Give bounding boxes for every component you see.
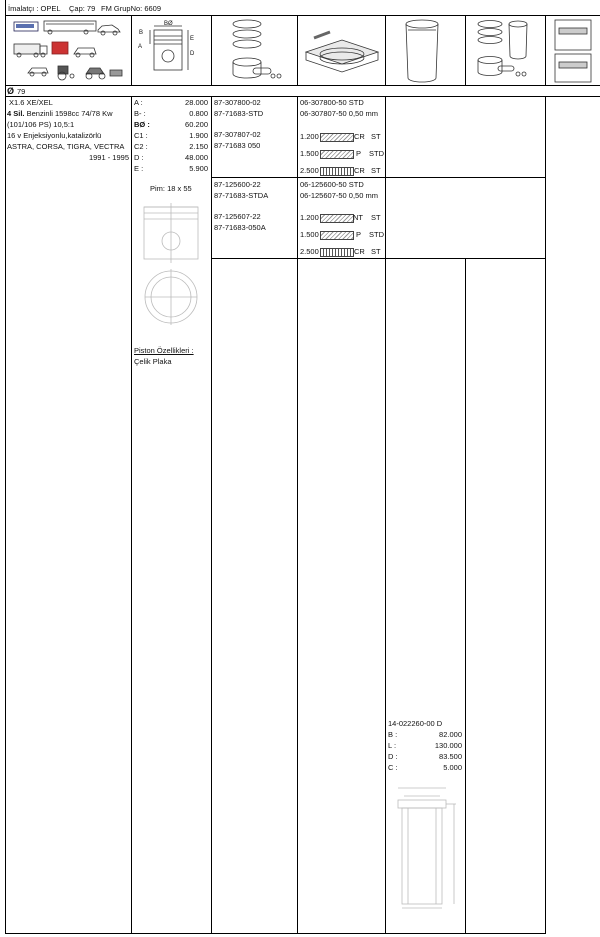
dim-value: 2.150 <box>189 142 208 151</box>
ring-finish: ST <box>371 247 381 256</box>
ring-size: 1.500 <box>300 230 319 239</box>
cylinder-liner-icon <box>398 18 450 84</box>
dim-label: C2 : <box>134 142 148 151</box>
group-separator <box>211 258 546 259</box>
dim-value: 1.900 <box>189 131 208 140</box>
dim-label: D : <box>134 153 144 162</box>
engine-models: ASTRA, CORSA, TIGRA, VECTRA <box>7 142 125 151</box>
vehicle-types-icon <box>10 18 128 82</box>
manufacturer-label: İmalatçı : OPEL <box>8 4 61 13</box>
icon-row-divider <box>5 85 600 86</box>
svg-text:A: A <box>138 44 143 50</box>
svg-text:E: E <box>190 36 195 42</box>
ring-size: 1.200 <box>300 132 319 141</box>
kit-cross-section-icon <box>553 18 597 84</box>
body-col-line <box>465 258 466 934</box>
piston-liner-kit-icon <box>472 18 542 84</box>
dim-label: BØ : <box>134 120 150 129</box>
body-col-line <box>297 96 298 934</box>
piston-dimensions-icon <box>138 20 206 82</box>
engine-spec: Benzinli 1598cc 74/78 Kw <box>24 109 113 118</box>
bottom-border <box>5 933 545 934</box>
svg-text:D: D <box>190 51 195 57</box>
body-col-line <box>385 96 386 934</box>
liner-dim-value: 130.000 <box>434 741 462 750</box>
liner-code: 14-022260-00 D <box>388 719 443 728</box>
group-number-label: FM GrupNo: 6609 <box>101 4 162 13</box>
ring-type: P <box>356 149 362 158</box>
engine-years: 1991 - 1995 <box>88 153 129 162</box>
ring-finish: STD <box>369 149 384 158</box>
ring-size: 2.500 <box>300 247 319 256</box>
body-col-line <box>211 96 212 934</box>
ring-finish: STD <box>369 230 384 239</box>
ring-profile-icon <box>320 248 354 257</box>
ring-finish: ST <box>371 213 381 222</box>
ring-set-code: 06-125607-50 0,50 mm <box>300 191 378 200</box>
icon-col-line <box>211 15 212 86</box>
liner-dim-value: 82.000 <box>439 730 462 739</box>
ring-size: 1.200 <box>300 213 319 222</box>
liner-dim-label: L : <box>388 741 397 750</box>
dim-label: C1 : <box>134 131 148 140</box>
svg-text:BØ: BØ <box>164 21 173 27</box>
diameter-symbol: Ø <box>7 86 15 96</box>
engine-model: X1.6 XE/XEL <box>9 98 53 107</box>
bore-label: Çap: 79 <box>69 4 96 13</box>
liner-dim-label: B : <box>388 730 398 739</box>
liner-dim-value: 83.500 <box>439 752 462 761</box>
dim-value: 28.000 <box>185 98 208 107</box>
ring-set-code: 06-307807-50 0,50 mm <box>300 109 378 118</box>
liner-dim-label: C : <box>388 763 398 772</box>
left-border <box>5 0 6 934</box>
piston-features-value: Çelik Plaka <box>134 357 172 366</box>
group-separator <box>211 177 546 178</box>
icon-col-line <box>131 15 132 86</box>
ring-profile-icon <box>320 231 354 240</box>
icon-col-line <box>465 15 466 86</box>
piston-code: 87-307800-02 <box>214 98 261 107</box>
ring-type: CR <box>354 247 365 256</box>
dim-value: 5.900 <box>189 164 208 173</box>
body-col-line <box>131 96 132 934</box>
ring-finish: ST <box>371 166 381 175</box>
ring-profile-icon <box>320 133 354 142</box>
ring-set-code: 06-307800-50 STD <box>300 98 364 107</box>
ring-size: 2.500 <box>300 166 319 175</box>
body-col-line <box>545 96 546 934</box>
engine-power: (101/106 PS) 10,5:1 <box>7 120 75 129</box>
ring-size: 1.500 <box>300 149 319 158</box>
diameter-row-divider <box>5 96 600 97</box>
svg-text:B: B <box>139 30 144 36</box>
dim-value: 60.200 <box>185 120 208 129</box>
ring-type: NT <box>353 213 363 222</box>
ring-set-code: 06-125600-50 STD <box>300 180 364 189</box>
engine-injection: 16 v Enjeksiyonlu,katalizörlü <box>7 131 102 140</box>
ring-profile-icon <box>320 214 354 223</box>
cylinder-count: 4 Sil. <box>7 109 25 118</box>
engine-line1 <box>7 109 113 119</box>
liner-dim-label: D : <box>388 752 398 761</box>
piston-code: 87-71683-STD <box>214 109 264 118</box>
icon-col-line <box>297 15 298 86</box>
ring-package-icon <box>302 30 382 80</box>
dim-label: A : <box>134 98 143 107</box>
dim-label: E : <box>134 164 144 173</box>
dim-value: 0.800 <box>189 109 208 118</box>
piston-code: 87-71683 050 <box>214 141 261 150</box>
ring-type: P <box>356 230 362 239</box>
dim-label: B- : <box>134 109 146 118</box>
header-divider <box>5 15 600 16</box>
piston-code: 87-125607-22 <box>214 212 261 221</box>
pin-size: Pim: 18 x 55 <box>150 184 192 193</box>
piston-drawing <box>140 203 204 339</box>
ring-profile-icon <box>320 150 354 159</box>
icon-col-line <box>545 15 546 86</box>
piston-code: 87-71683-STDA <box>214 191 269 200</box>
ring-profile-icon <box>320 167 354 176</box>
diameter-value: 79 <box>17 87 26 96</box>
piston-features-title: Piston Özellikleri : <box>134 346 194 355</box>
icon-col-line <box>385 15 386 86</box>
ring-type: CR <box>354 166 365 175</box>
ring-set-piston-icon <box>225 18 285 84</box>
liner-drawing <box>390 782 464 912</box>
ring-type: CR <box>354 132 365 141</box>
piston-code: 87-307807-02 <box>214 130 261 139</box>
liner-dim-value: 5.000 <box>443 763 462 772</box>
ring-finish: ST <box>371 132 381 141</box>
piston-code: 87-125600-22 <box>214 180 261 189</box>
piston-code: 87-71683-050A <box>214 223 266 232</box>
dim-value: 48.000 <box>185 153 208 162</box>
